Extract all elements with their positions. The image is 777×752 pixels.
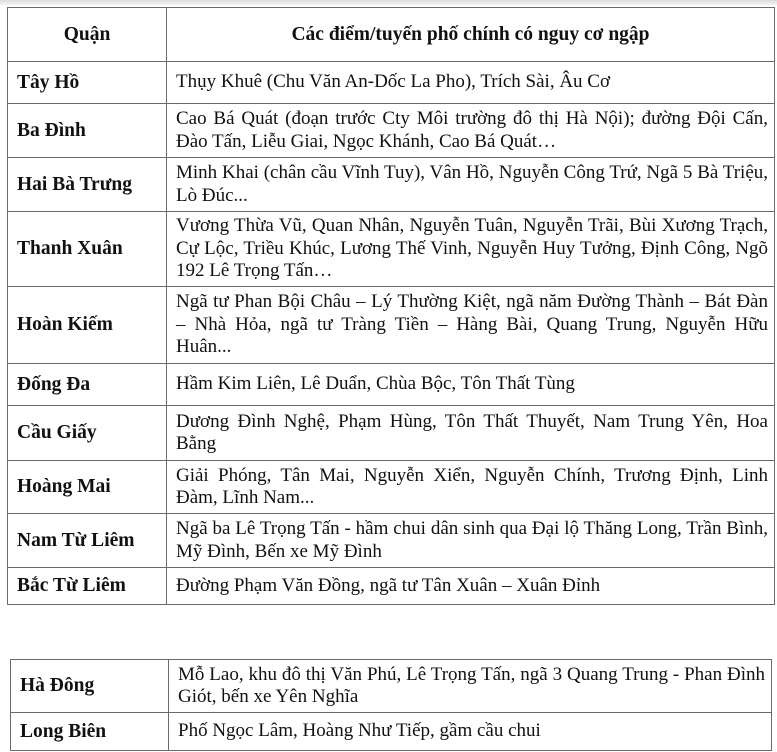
- table-row: [8, 212, 775, 287]
- flood-streets: Cao Bá Quát (đoạn trước Cty Môi trường đô thị Hà Nội); đường Đội Cấn, Đào Tấn, Liễu Giai, Ngọc Khánh, Cao Bá Quát…: [167, 104, 775, 158]
- table-row: [8, 287, 775, 364]
- flood-streets: Hầm Kim Liên, Lê Duẩn, Chùa Bộc, Tôn Thất Tùng: [167, 364, 775, 406]
- flood-streets: Phố Ngọc Lâm, Hoàng Như Tiếp, gầm cầu chui: [169, 713, 772, 751]
- flood-risk-table-secondary: [10, 659, 772, 751]
- top-edge-shadow: [0, 0, 777, 5]
- district-name: Hà Đông: [11, 660, 169, 713]
- district-name: Nam Từ Liêm: [8, 514, 167, 568]
- district-name: Thanh Xuân: [8, 212, 167, 287]
- flood-streets: Ngã ba Lê Trọng Tấn - hầm chui dân sinh qua Đại lộ Thăng Long, Trần Bình, Mỹ Đình, Bến xe Mỹ Đình: [167, 514, 775, 568]
- flood-streets: Minh Khai (chân cầu Vĩnh Tuy), Vân Hồ, Nguyễn Công Trứ, Ngã 5 Bà Triệu, Lò Đúc...: [167, 158, 775, 212]
- table-row: [11, 660, 772, 713]
- district-name: Hai Bà Trưng: [8, 158, 167, 212]
- district-name: Tây Hồ: [8, 62, 167, 104]
- district-name: Ba Đình: [8, 104, 167, 158]
- header-streets: Các điểm/tuyến phố chính có nguy cơ ngập: [167, 8, 775, 62]
- flood-streets: Vương Thừa Vũ, Quan Nhân, Nguyễn Tuân, Nguyễn Trãi, Bùi Xương Trạch, Cự Lộc, Triều Khúc, Lương Thế Vinh, Nguyễn Huy Tưởng, Định Công, Ngõ 192 Lê Trọng Tấn…: [167, 212, 775, 287]
- table-row: [8, 158, 775, 212]
- flood-streets: Giải Phóng, Tân Mai, Nguyễn Xiển, Nguyễn Chính, Trương Định, Linh Đàm, Lĩnh Nam...: [167, 461, 775, 514]
- flood-streets: Mỗ Lao, khu đô thị Văn Phú, Lê Trọng Tấn, ngã 3 Quang Trung - Phan Đình Giót, bến xe Yên Nghĩa: [169, 660, 772, 713]
- flood-risk-table-main: [7, 7, 775, 605]
- district-name: Cầu Giấy: [8, 406, 167, 461]
- table-row: [8, 568, 775, 605]
- table-row: [8, 406, 775, 461]
- district-name: Bắc Từ Liêm: [8, 568, 167, 605]
- table-row: [11, 713, 772, 751]
- table-row: [8, 62, 775, 104]
- flood-streets: Dương Đình Nghệ, Phạm Hùng, Tôn Thất Thuyết, Nam Trung Yên, Hoa Bằng: [167, 406, 775, 461]
- flood-streets: Thụy Khuê (Chu Văn An-Dốc La Pho), Trích Sài, Âu Cơ: [167, 62, 775, 104]
- flood-streets: Ngã tư Phan Bội Châu – Lý Thường Kiệt, ngã năm Đường Thành – Bát Đàn – Nhà Hỏa, ngã tư Tràng Tiền – Hàng Bài, Quang Trung, Nguyễn Hữu Huân...: [167, 287, 775, 364]
- table-row: [8, 104, 775, 158]
- district-name: Đống Đa: [8, 364, 167, 406]
- header-district: Quận: [8, 8, 167, 62]
- district-name: Long Biên: [11, 713, 169, 751]
- district-name: Hoàng Mai: [8, 461, 167, 514]
- table-header-row: [8, 8, 775, 62]
- flood-streets: Đường Phạm Văn Đồng, ngã tư Tân Xuân – Xuân Đỉnh: [167, 568, 775, 605]
- table-row: [8, 514, 775, 568]
- district-name: Hoàn Kiếm: [8, 287, 167, 364]
- table-row: [8, 461, 775, 514]
- table-row: [8, 364, 775, 406]
